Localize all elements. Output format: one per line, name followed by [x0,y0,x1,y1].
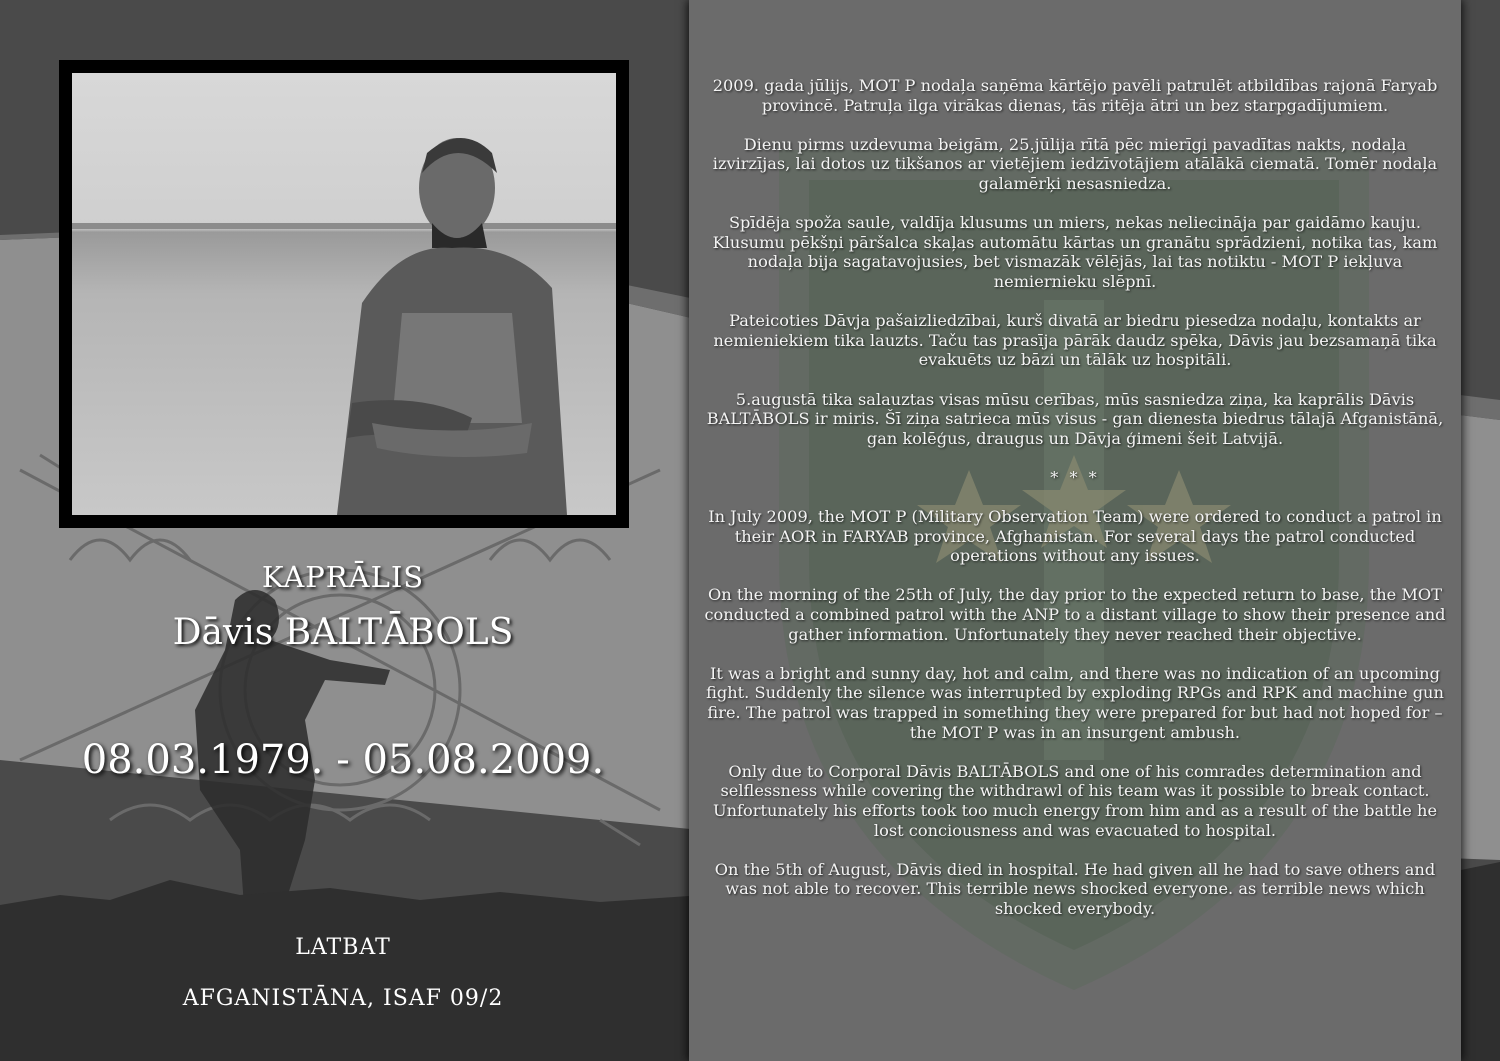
separator: * * * [1050,467,1100,487]
paragraph-lv-4: Pateicoties Dāvja pašaizliedzībai, kurš divatā ar biedru piesedza nodaļu, kontakts ar nemieniekiem tika lauzts. Taču tas prasīja pārāk daudz spēka, Dāvis jau bezsamaņā tika evakuēts uz bāzi un tālāk uz hospitāli. [713,311,1437,370]
paragraph-lv-3: Spīdēja spoža saule, valdīja klusums un miers, nekas neliecināja par gaidāmo kauju. Klusumu pēkšņi pāršalca skaļas automātu kārtas un granātu sprādzieni, notika tas, kam nodaļa bija sagatavojusies, bet vismazāk vēlējās, lai tas notiktu - MOT P iekļuva nemiernieku slēpnī. [712,213,1438,291]
paragraph-en-4: Only due to Corporal Dāvis BALTĀBOLS and one of his comrades determination and selflessness while covering the withdrawl of his team was it possible to break contact. Unfortunately his efforts took too much energy from him and as a result of the battle he lost conciousness and was evacuated to hospital. [712,761,1438,840]
unit-label: LATBAT [295,935,391,960]
story-text [703,76,1447,938]
person-name: Dāvis BALTĀBOLS [172,612,514,653]
life-dates: 08.03.1979. - 05.08.2009. [81,737,605,783]
paragraph-lv-5: 5.augustā tika salauztas visas mūsu cerības, mūs sasniedza ziņa, ka kaprālis Dāvis BALTĀBOLS ir miris. Šī ziņa satrieca mūs visus - gan dienesta biedrus tālajā Afganistānā, gan kolēģus, draugus un Dāvja ģimeni šeit Latvijā. [706,389,1444,448]
portrait-frame [59,60,629,528]
paragraph-en-5: On the 5th of August, Dāvis died in hospital. He had given all he had to save others and was not able to recover. This terrible news shocked everyone. as terrible news which shocked everybody. [714,859,1436,918]
paragraph-en-3: It was a bright and sunny day, hot and calm, and there was no indication of an upcoming fight. Suddenly the silence was interrupted by exploding RPGs and RPK and machine gun fire. The patrol was trapped in something they were prepared for but had not hoped for – the MOT P was in an insurgent ambush. [706,663,1444,742]
portrait-photo [72,73,616,515]
story-panel [689,0,1461,1061]
paragraph-en-1: In July 2009, the MOT P (Military Observation Team) were ordered to conduct a patrol in their AOR in FARYAB province, Afghanistan. For several days the patrol conducted operations without any issues. [708,507,1442,566]
mission-label: AFGANISTĀNA, ISAF 09/2 [182,986,504,1011]
paragraph-lv-2: Dienu pirms uzdevuma beigām, 25.jūlija rītā pēc mierīgi pavadītas nakts, nodaļa izvirzījas, lai dotos uz tikšanos ar vietējiem iedzīvotājiem atālākā ciematā. Tomēr nodaļa galamērķi nesasniedza. [712,134,1438,193]
rank-label: KAPRĀLIS [261,560,425,594]
paragraph-en-2: On the morning of the 25th of July, the day prior to the expected return to base, the MOT conducted a combined patrol with the ANP to a distant village to show their presence and gather information. Unfortunately they never reached their objective. [704,585,1446,644]
paragraph-lv-1: 2009. gada jūlijs, MOT P nodaļa saņēma kārtējo pavēli patrulēt atbildības rajonā Faryab provincē. Patruļa ilga virākas dienas, tās ritēja ātri un bez starpgadījumiem. [712,76,1438,115]
